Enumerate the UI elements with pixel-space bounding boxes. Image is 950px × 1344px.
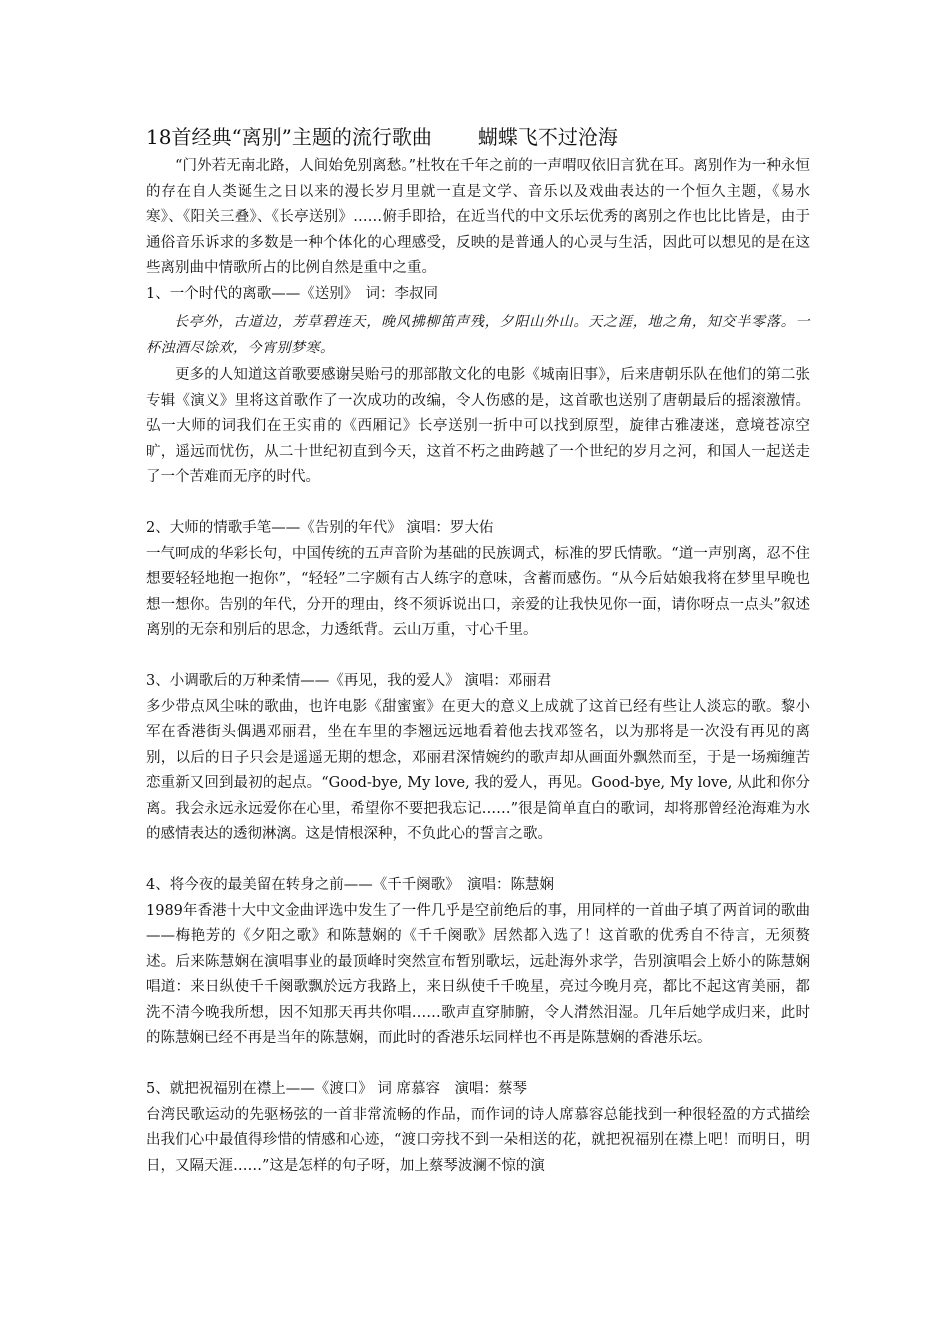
blank-line bbox=[146, 491, 810, 517]
blank-line bbox=[146, 848, 810, 874]
section-body-1: 更多的人知道这首歌要感谢吴贻弓的那部散文化的电影《城南旧事》，后来唐朝乐队在他们的第二张专辑《演义》里将这首歌作了一次成功的改编，令人伤感的是，这首歌也送别了唐朝最后的摇滚激情。弘一大师的词我们在王实甫的《西厢记》长亭送别一折中可以找到原型，旋律古雅凄迷，意境苍凉空旷，遥远而忧伤，从二十世纪初直到今天，这首不朽之曲跨越了一个世纪的岁月之河，和国人一起送走了一个苦难而无序的时代。 bbox=[146, 367, 810, 485]
section-body-4: 1989年香港十大中文金曲评选中发生了一件几乎是空前绝后的事，用同样的一首曲子填了两首词的歌曲——梅艳芳的《夕阳之歌》和陈慧娴的《千千阕歌》居然都入选了！这首歌的优秀自不待言，无须赘述。后来陈慧娴在演唱事业的最顶峰时突然宣布暂别歌坛，远赴海外求学，告别演唱会上娇小的陈慧娴唱道：来日纵使千千阕歌飘於远方我路上，来日纵使千千晚星，亮过今晚月亮，都比不起这宵美丽，都洗不清今晚我所想，因不知那天再共你唱……歌声直穿肺腑，令人潸然泪湿。几年后她学成归来，此时的陈慧娴已经不再是当年的陈慧娴，而此时的香港乐坛同样也不再是陈慧娴的香港乐坛。 bbox=[146, 902, 810, 1046]
section-body-3: 多少带点风尘味的歌曲，也许电影《甜蜜蜜》在更大的意义上成就了这首已经有些让人淡忘的歌。黎小军在香港街头偶遇邓丽君，坐在车里的李翘远远地看着他去找邓签名，以为那将是一次没有再见的离别，以后的日子只会是遥遥无期的想念，邓丽君深情婉约的歌声却从画面外飘然而至，于是一场痴缠苦恋重新又回到最初的起点。“Good-bye, My love, 我的爱人，再见。Good-bye, My love, 从此和你分离。我会永远永远爱你在心里，希望你不要把我忘记……”很是简单直白的歌词，却将那曾经沧海难为水的感情表达的透彻淋漓。这是情根深种，不负此心的誓言之歌。 bbox=[146, 698, 810, 842]
blank-line bbox=[146, 1052, 810, 1078]
section-heading-4: 4、将今夜的最美留在转身之前——《千千阕歌》 演唱：陈慧娴 bbox=[146, 877, 554, 893]
section-lyrics-1: 长亭外，古道边，芳草碧连天，晚风拂柳笛声残，夕阳山外山。天之涯，地之角，知交半零落。一杯浊酒尽馀欢，今宵别梦寒。 bbox=[146, 314, 810, 356]
intro-paragraph: “门外若无南北路，人间始免别离愁。”杜牧在千年之前的一声喟叹依旧言犹在耳。离别作为一种永恒的存在自人类诞生之日以来的漫长岁月里就一直是文学、音乐以及戏曲表达的一个恒久主题，《易水寒》、《阳关三叠》、《长亭送别》……俯手即拾，在近当代的中文乐坛优秀的离别之作也比比皆是，由于通俗音乐诉求的多数是一种个体化的心理感受，反映的是普通人的心灵与生活，因此可以想见的是在这些离别曲中情歌所占的比例自然是重中之重。 bbox=[146, 158, 810, 276]
section-body-5: 台湾民歌运动的先驱杨弦的一首非常流畅的作品，而作词的诗人席慕容总能找到一种很轻盈的方式描绘出我们心中最值得珍惜的情感和心迹，“渡口旁找不到一朵相送的花，就把祝福别在襟上吧！而明日，明日，又隔天涯……”这是怎样的句子呀，加上蔡琴波澜不惊的演 bbox=[146, 1106, 810, 1174]
section-body-2: 一气呵成的华彩长句，中国传统的五声音阶为基础的民族调式，标准的罗氏情歌。“道一声别离，忍不住想要轻轻地抱一抱你”，“轻轻”二字颇有古人练字的意味，含蓄而感伤。“从今后姑娘我将在梦里早晚也想一想你。告别的年代，分开的理由，终不须诉说出口，亲爱的让我快见你一面，请你呀点一点头”叙述离别的无奈和别后的思念，力透纸背。云山万重，寸心千里。 bbox=[146, 545, 810, 638]
section-heading-1: 1、一个时代的离歌——《送别》 词：李叔同 bbox=[146, 285, 438, 302]
document-page bbox=[146, 122, 810, 1179]
section-heading-3: 3、小调歌后的万种柔情——《再见，我的爱人》 演唱：邓丽君 bbox=[146, 673, 552, 689]
title-main: 18首经典“离别”主题的流行歌曲 bbox=[146, 125, 432, 149]
blank-line bbox=[146, 644, 810, 670]
section-heading-5: 5、就把祝福别在襟上——《渡口》 词 席慕容 演唱：蔡琴 bbox=[146, 1081, 527, 1097]
title-author: 蝴蝶飞不过沧海 bbox=[477, 125, 618, 149]
section-heading-2: 2、大师的情歌手笔——《告别的年代》 演唱：罗大佑 bbox=[146, 520, 494, 536]
document-title bbox=[146, 122, 810, 152]
